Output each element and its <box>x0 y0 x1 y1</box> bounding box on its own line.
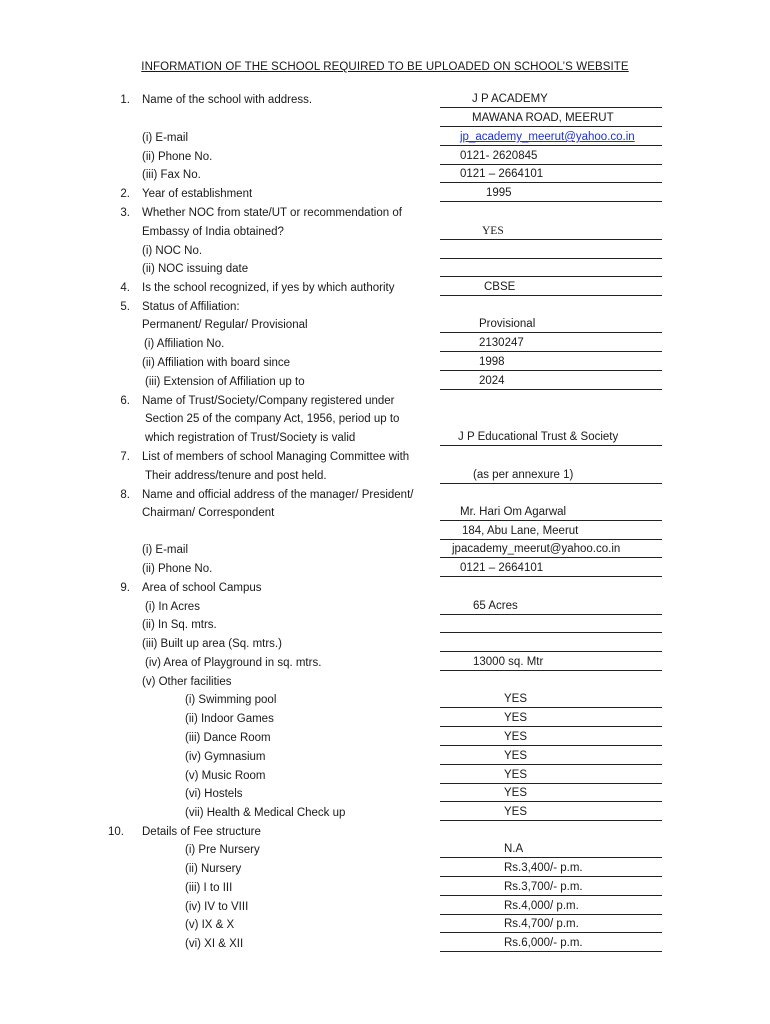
value-school-address <box>440 112 662 127</box>
item-number: 6. <box>120 395 130 407</box>
label-hostels: (vi) Hostels <box>185 788 243 800</box>
label-status-type: Permanent/ Regular/ Provisional <box>142 319 308 331</box>
value-text: YES <box>504 769 528 781</box>
value-fee-nursery <box>440 862 662 877</box>
label-affiliation-no: (i) Affiliation No. <box>144 338 225 350</box>
label-other-facilities: (v) Other facilities <box>142 676 232 688</box>
value-text: Rs.4,700/ p.m. <box>504 918 579 930</box>
value-fee-1-3 <box>440 881 662 896</box>
value-built-up <box>440 637 662 652</box>
label-school-name: Name of the school with address. <box>142 94 313 106</box>
value-text: Rs.6,000/- p.m. <box>504 937 583 949</box>
value-text: J P Educational Trust & Society <box>458 431 619 443</box>
value-text: YES <box>504 693 528 705</box>
label-manager-phone: (ii) Phone No. <box>142 563 213 575</box>
value-text: 0121- 2620845 <box>460 150 538 162</box>
label-built-up: (iii) Built up area (Sq. mtrs.) <box>142 638 282 650</box>
label-sq-mtrs: (ii) In Sq. mtrs. <box>142 619 217 631</box>
item-number: 2. <box>120 188 130 200</box>
value-extension <box>440 375 662 390</box>
item-number: 9. <box>120 582 130 594</box>
label-noc-date: (ii) NOC issuing date <box>142 263 249 275</box>
label-health: (vii) Health & Medical Check up <box>185 807 346 819</box>
value-text: Mr. Hari Om Agarwal <box>460 506 567 518</box>
value-health <box>440 806 662 821</box>
item-number: 8. <box>120 489 130 501</box>
item-number: 5. <box>120 301 130 313</box>
value-text: 2130247 <box>479 337 524 349</box>
value-text: MAWANA ROAD, MEERUT <box>472 112 614 124</box>
value-phone <box>440 150 662 165</box>
value-affiliation-since <box>440 356 662 371</box>
label-acres: (i) In Acres <box>145 601 200 613</box>
label-fee-9-10: (v) IX & X <box>185 919 235 931</box>
label-noc-no: (i) NOC No. <box>142 245 203 257</box>
label-manager-2: Chairman/ Correspondent <box>142 507 275 519</box>
email-link[interactable]: jp_academy_meerut@yahoo.co.in <box>460 131 635 143</box>
value-text: YES <box>482 225 504 237</box>
value-playground <box>440 656 662 671</box>
value-text: YES <box>504 731 528 743</box>
value-affiliation-no <box>440 337 662 352</box>
label-music: (v) Music Room <box>185 770 266 782</box>
label-noc-question: Whether NOC from state/UT or recommendation of <box>142 207 402 219</box>
value-text: YES <box>504 750 528 762</box>
value-manager-email <box>440 543 662 558</box>
value-manager-address <box>440 525 662 540</box>
value-dance <box>440 731 662 746</box>
value-fee-4-8 <box>440 900 662 915</box>
label-recognized: Is the school recognized, if yes by which authority <box>142 282 395 294</box>
value-acres <box>440 600 662 615</box>
value-text: jpacademy_meerut@yahoo.co.in <box>452 543 621 555</box>
label-trust: Name of Trust/Society/Company registered under <box>142 395 395 407</box>
value-year <box>440 187 662 202</box>
value-text: 1998 <box>479 356 505 368</box>
label-dance: (iii) Dance Room <box>185 732 271 744</box>
value-text: 184, Abu Lane, Meerut <box>462 525 579 537</box>
value-text: Provisional <box>479 318 536 330</box>
value-swimming <box>440 693 662 708</box>
value-hostels <box>440 787 662 802</box>
value-text: CBSE <box>484 281 516 293</box>
label-fee-structure: Details of Fee structure <box>142 826 261 838</box>
label-committee-2: Their address/tenure and post held. <box>145 470 327 482</box>
label-extension: (iii) Extension of Affiliation up to <box>145 376 305 388</box>
value-text: 65 Acres <box>473 600 518 612</box>
value-text: 0121 – 2664101 <box>460 168 544 180</box>
item-number: 1. <box>120 94 130 106</box>
label-affiliation-status: Status of Affiliation: <box>142 301 240 313</box>
item-number: 10. <box>108 826 124 838</box>
value-text: Rs.3,700/- p.m. <box>504 881 583 893</box>
label-email: (i) E-mail <box>142 132 188 144</box>
label-indoor: (ii) Indoor Games <box>185 713 274 725</box>
value-text: Rs.4,000/ p.m. <box>504 900 579 912</box>
value-noc-no <box>440 244 662 259</box>
value-committee <box>440 469 662 484</box>
label-fee-pre-nursery: (i) Pre Nursery <box>185 844 260 856</box>
value-fee-11-12 <box>440 937 662 952</box>
value-text: J P ACADEMY <box>472 93 548 105</box>
value-recognized <box>440 281 662 296</box>
label-fee-4-8: (iv) IV to VIII <box>185 901 249 913</box>
label-fee-11-12: (vi) XI & XII <box>185 938 244 950</box>
value-noc-date <box>440 262 662 277</box>
label-committee: List of members of school Managing Committee with <box>142 451 410 463</box>
label-noc-question-2: Embassy of India obtained? <box>142 226 284 238</box>
value-manager-phone <box>440 562 662 577</box>
value-sq-mtrs <box>440 618 662 633</box>
label-gym: (iv) Gymnasium <box>185 751 266 763</box>
label-campus-area: Area of school Campus <box>142 582 262 594</box>
value-text: (as per annexure 1) <box>473 469 574 481</box>
value-text: 1995 <box>486 187 512 199</box>
label-affiliation-since: (ii) Affiliation with board since <box>142 357 291 369</box>
label-manager: Name and official address of the manager/ President/ <box>142 489 414 501</box>
value-indoor <box>440 712 662 727</box>
value-music <box>440 769 662 784</box>
value-school-name <box>440 93 662 108</box>
document-title: INFORMATION OF THE SCHOOL REQUIRED TO BE UPLOADED ON SCHOOL’S WEBSITE <box>141 61 629 73</box>
value-fee-pre-nursery <box>440 843 662 858</box>
value-text: YES <box>504 787 528 799</box>
value-noc <box>440 225 662 240</box>
value-fee-9-10 <box>440 918 662 933</box>
label-phone: (ii) Phone No. <box>142 151 213 163</box>
value-gym <box>440 750 662 765</box>
value-fax <box>440 168 662 183</box>
label-fax: (iii) Fax No. <box>142 169 201 181</box>
value-trust <box>440 431 662 446</box>
value-email[interactable] <box>440 131 662 146</box>
label-year: Year of establishment <box>142 188 253 200</box>
label-swimming: (i) Swimming pool <box>185 694 277 706</box>
item-number: 4. <box>120 282 130 294</box>
value-status <box>440 318 662 333</box>
value-text: YES <box>504 806 528 818</box>
item-number: 7. <box>120 451 130 463</box>
label-playground: (iv) Area of Playground in sq. mtrs. <box>145 657 322 669</box>
label-trust-3: which registration of Trust/Society is valid <box>145 432 356 444</box>
value-text: Rs.3,400/- p.m. <box>504 862 583 874</box>
value-text: 13000 sq. Mtr <box>473 656 544 668</box>
label-fee-1-3: (iii) I to III <box>185 882 233 894</box>
label-trust-2: Section 25 of the company Act, 1956, period up to <box>145 413 400 425</box>
value-text: N.A <box>504 843 524 855</box>
label-manager-email: (i) E-mail <box>142 544 188 556</box>
item-number: 3. <box>120 207 130 219</box>
value-text: 0121 – 2664101 <box>460 562 544 574</box>
label-fee-nursery: (ii) Nursery <box>185 863 242 875</box>
value-text: YES <box>504 712 528 724</box>
value-manager-name <box>440 506 662 521</box>
value-text: 2024 <box>479 375 505 387</box>
